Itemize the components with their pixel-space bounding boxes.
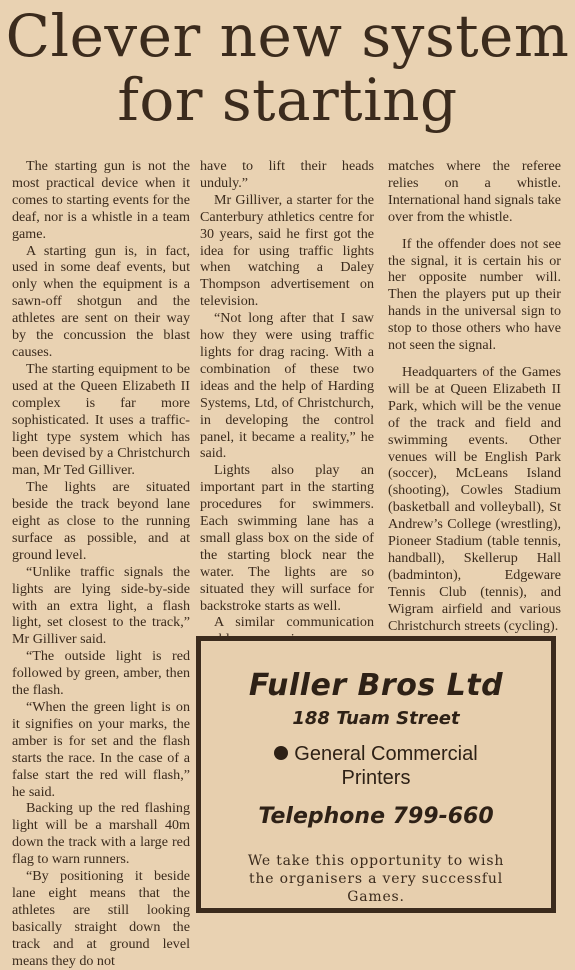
headline xyxy=(0,4,575,132)
article-column-3 xyxy=(388,158,561,634)
paragraph: “When the green light is on it signifies on your marks, the amber is for set and the flash starts the race. In the case of a false start the red will flash,” he said. xyxy=(12,699,190,800)
advertisement xyxy=(196,636,556,913)
paragraph-continued: matches where the referee relies on a whistle. International hand signals take over from the whistle. xyxy=(388,158,561,225)
paragraph: “Not long after that I saw how they were using traffic lights for drag racing. With a combination of these two ideas and the help of Harding Systems, Ltd, of Christchurch, in developing the control panel, it became a reality,” he said. xyxy=(200,310,374,462)
paragraph: A starting gun is, in fact, used in some deaf events, but only when the equipment is a sawn-off shotgun and the athletes are sent on their way by the concussion the blast causes. xyxy=(12,242,190,360)
paragraph: Backing up the red flashing light will be a marshall 40m down the track with a large red flag to warn runners. xyxy=(12,800,190,868)
advert-service-line-2: Printers xyxy=(341,767,411,789)
advertisement-panel xyxy=(201,641,551,908)
headline-line-2: for starting xyxy=(117,66,458,134)
paragraph: A similar communication xyxy=(214,614,374,631)
paragraph: The lights are situated beside the track beyond lane eight as close to the running surface as possible, and at ground level. xyxy=(12,479,190,563)
advert-service-line-1: General Commercial xyxy=(294,743,478,765)
paragraph: “The outside light is red followed by green, amber, then the flash. xyxy=(12,648,190,699)
solid-dot-icon xyxy=(274,746,288,760)
advert-company-name: Fuller Bros Ltd xyxy=(248,668,504,703)
advert-street: 188 Tuam Street xyxy=(292,708,460,729)
article-column-1 xyxy=(12,158,190,969)
advert-message: We take this opportunity to wish the organisers a very successful Games. xyxy=(247,853,505,905)
paragraph-continued: have to lift their heads unduly.” xyxy=(200,158,374,191)
paragraph: “By positioning it beside lane eight means that the athletes are still looking basically straight down the track and at ground level means they do not xyxy=(12,868,190,969)
paragraph: The starting equipment to be used at the Queen Elizabeth II complex is far more sophisticated. It uses a traffic-light type system which has been devised by a Christchurch man, Mr Ted Gilliver. xyxy=(12,360,190,479)
paragraph: Mr Gilliver, a starter for the Canterbury athletics centre for 30 years, said he first got the idea for using traffic lights when watching a Daley Thompson advertisement on television. xyxy=(200,191,374,310)
headline-line-1: Clever new system xyxy=(5,2,570,70)
paragraph: Headquarters of the Games will be at Queen Elizabeth II Park, which will be the venue of the track and field and swimming events. Other venues will be English Park (soccer), McLeans Island (shooting), Cowles Stadium (basketball and volleyball), St Andrew’s College (wrestling), Pioneer Stadium (table tennis, handball), Skellerup Hall (badminton), Edgeware Tennis Club (tennis), and Wigram airfield and various Christchurch streets (cycling). xyxy=(388,363,561,634)
paragraph: If the offender does not see the signal, it is certain his or her opposite number will. Then the players put up their hands in the universal sign to stop to those others who have not seen the signal. xyxy=(388,235,561,354)
paragraph: The starting gun is not the most practical device when it comes to starting events for the deaf, nor is a whistle in a team game. xyxy=(12,158,190,242)
paragraph: “Unlike traffic signals the lights are lying side-by-side with an extra light, a flash light, set closest to the track,” Mr Gilliver said. xyxy=(12,563,190,648)
article-column-2 xyxy=(200,158,374,631)
advert-service xyxy=(202,742,550,790)
paragraph: Lights also play an important part in the starting procedures for swimmers. Each swimming lane has a small glass box on the side of the starting block near the water. The lights are so situated they will surface for backstroke starts as well. xyxy=(200,462,374,614)
advert-telephone: Telephone 799-660 xyxy=(258,804,494,829)
